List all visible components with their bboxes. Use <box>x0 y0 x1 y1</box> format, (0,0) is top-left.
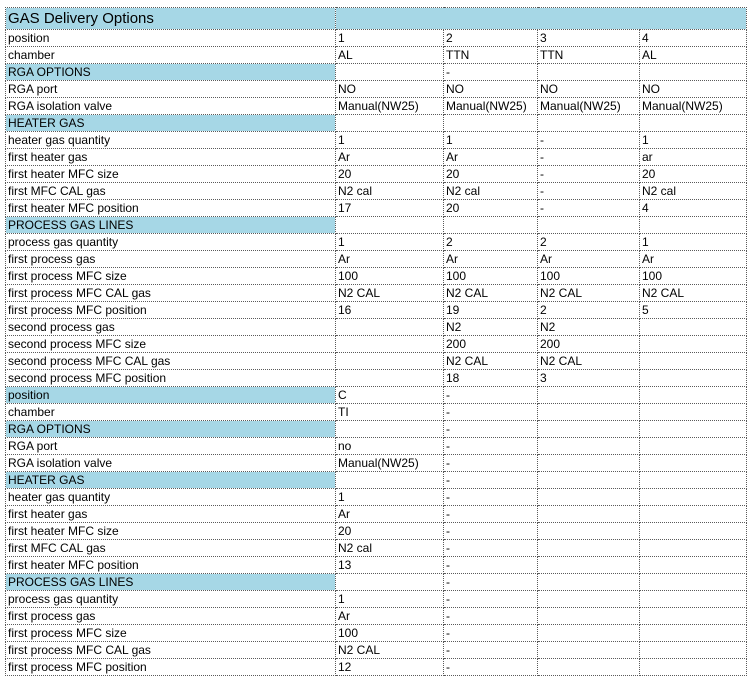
section-row <box>6 472 747 489</box>
row-label-cell[interactable]: first heater MFC position <box>6 557 336 574</box>
value-cell[interactable] <box>640 370 747 387</box>
value-cell[interactable] <box>640 64 747 81</box>
section-header-cell[interactable]: RGA OPTIONS <box>6 421 336 438</box>
section-header-cell[interactable]: position <box>6 387 336 404</box>
value-cell[interactable]: N2 <box>444 319 538 336</box>
row-label-cell[interactable]: first process gas <box>6 251 336 268</box>
value-cell[interactable] <box>640 489 747 506</box>
row-label-cell[interactable]: first process MFC CAL gas <box>6 285 336 302</box>
row-label-cell[interactable]: chamber <box>6 404 336 421</box>
table-row <box>6 506 747 523</box>
value-cell[interactable]: - <box>444 540 538 557</box>
table-row <box>6 608 747 625</box>
value-cell[interactable] <box>538 404 640 421</box>
sheet-body <box>6 8 747 676</box>
value-cell[interactable]: Ar <box>336 149 444 166</box>
value-cell[interactable] <box>640 540 747 557</box>
value-cell[interactable]: - <box>444 642 538 659</box>
value-cell[interactable]: 1 <box>640 234 747 251</box>
row-label-cell[interactable]: first process gas <box>6 608 336 625</box>
value-cell[interactable]: Ar <box>538 251 640 268</box>
section-row <box>6 64 747 81</box>
row-label-cell[interactable]: heater gas quantity <box>6 489 336 506</box>
value-cell[interactable] <box>640 608 747 625</box>
table-row <box>6 336 747 353</box>
table-row <box>6 200 747 217</box>
value-cell[interactable]: - <box>538 132 640 149</box>
value-cell[interactable]: N2 cal <box>336 183 444 200</box>
value-cell[interactable] <box>538 217 640 234</box>
table-row <box>6 302 747 319</box>
value-cell[interactable]: - <box>444 659 538 676</box>
value-cell[interactable]: TTN <box>444 47 538 64</box>
value-cell[interactable] <box>538 557 640 574</box>
value-cell[interactable]: - <box>444 625 538 642</box>
value-cell[interactable]: 20 <box>336 166 444 183</box>
value-cell[interactable]: 12 <box>336 659 444 676</box>
value-cell[interactable]: N2 CAL <box>336 285 444 302</box>
table-row <box>6 98 747 115</box>
value-cell[interactable]: - <box>444 438 538 455</box>
row-label-cell[interactable]: second process gas <box>6 319 336 336</box>
value-cell[interactable]: 100 <box>336 268 444 285</box>
row-label-cell[interactable]: RGA port <box>6 81 336 98</box>
value-cell[interactable]: Ar <box>336 608 444 625</box>
row-label-cell[interactable]: first MFC CAL gas <box>6 183 336 200</box>
value-cell[interactable]: 2 <box>444 234 538 251</box>
section-row <box>6 217 747 234</box>
table-row <box>6 455 747 472</box>
section-header-cell[interactable]: HEATER GAS <box>6 472 336 489</box>
table-row <box>6 404 747 421</box>
row-label-cell[interactable]: position <box>6 30 336 47</box>
value-cell[interactable]: 2 <box>444 30 538 47</box>
value-cell[interactable]: - <box>444 557 538 574</box>
value-cell[interactable]: - <box>444 387 538 404</box>
value-cell[interactable] <box>444 217 538 234</box>
section-row <box>6 387 747 404</box>
row-label-cell[interactable]: first MFC CAL gas <box>6 540 336 557</box>
value-cell[interactable] <box>640 557 747 574</box>
value-cell[interactable]: - <box>538 183 640 200</box>
value-cell[interactable]: Manual(NW25) <box>640 98 747 115</box>
value-cell[interactable] <box>336 217 444 234</box>
row-label-cell[interactable]: first process MFC position <box>6 302 336 319</box>
table-row <box>6 540 747 557</box>
value-cell[interactable]: 200 <box>538 336 640 353</box>
value-cell[interactable] <box>336 115 444 132</box>
value-cell[interactable]: NO <box>444 81 538 98</box>
table-row <box>6 81 747 98</box>
value-cell[interactable] <box>640 472 747 489</box>
value-cell[interactable]: 13 <box>336 557 444 574</box>
value-cell[interactable] <box>444 115 538 132</box>
section-header-cell[interactable]: RGA OPTIONS <box>6 64 336 81</box>
row-label-cell[interactable]: first process MFC size <box>6 268 336 285</box>
value-cell[interactable] <box>538 438 640 455</box>
value-cell[interactable]: 4 <box>640 30 747 47</box>
value-cell[interactable] <box>336 64 444 81</box>
value-cell[interactable]: N2 CAL <box>444 285 538 302</box>
value-cell[interactable]: 1 <box>336 132 444 149</box>
value-cell[interactable] <box>538 64 640 81</box>
value-cell[interactable]: - <box>538 149 640 166</box>
value-cell[interactable]: - <box>444 489 538 506</box>
value-cell[interactable] <box>538 115 640 132</box>
value-cell[interactable] <box>538 608 640 625</box>
value-cell[interactable]: 200 <box>444 336 538 353</box>
gas-options-sheet <box>5 7 747 676</box>
value-cell[interactable] <box>336 421 444 438</box>
value-cell[interactable]: 1 <box>336 234 444 251</box>
value-cell[interactable]: - <box>444 455 538 472</box>
value-cell[interactable]: 20 <box>444 166 538 183</box>
value-cell[interactable] <box>336 319 444 336</box>
table-row <box>6 659 747 676</box>
table-row <box>6 523 747 540</box>
value-cell[interactable] <box>640 506 747 523</box>
table-row <box>6 591 747 608</box>
value-cell[interactable]: - <box>444 421 538 438</box>
table-row <box>6 132 747 149</box>
value-cell[interactable] <box>640 115 747 132</box>
value-cell[interactable]: 19 <box>444 302 538 319</box>
value-cell[interactable] <box>640 421 747 438</box>
value-cell[interactable]: Ar <box>640 251 747 268</box>
value-cell[interactable] <box>640 319 747 336</box>
value-cell[interactable]: Manual(NW25) <box>336 455 444 472</box>
row-label-cell[interactable]: RGA isolation valve <box>6 455 336 472</box>
value-cell[interactable]: NO <box>336 81 444 98</box>
value-cell[interactable]: 1 <box>640 132 747 149</box>
value-cell[interactable]: 1 <box>336 489 444 506</box>
value-cell[interactable]: Ar <box>444 149 538 166</box>
value-cell[interactable]: ar <box>640 149 747 166</box>
section-header-cell[interactable]: PROCESS GAS LINES <box>6 217 336 234</box>
table-row <box>6 234 747 251</box>
title-row <box>6 8 747 30</box>
row-label-cell[interactable]: process gas quantity <box>6 234 336 251</box>
value-cell[interactable]: N2 cal <box>444 183 538 200</box>
value-cell[interactable] <box>640 591 747 608</box>
value-cell[interactable] <box>538 540 640 557</box>
table-row <box>6 285 747 302</box>
value-cell[interactable]: 20 <box>640 166 747 183</box>
value-cell[interactable]: Ar <box>444 251 538 268</box>
value-cell[interactable] <box>640 523 747 540</box>
row-label-cell[interactable]: first heater gas <box>6 149 336 166</box>
value-cell[interactable]: N2 cal <box>640 183 747 200</box>
value-cell[interactable]: 100 <box>538 268 640 285</box>
value-cell[interactable]: 18 <box>444 370 538 387</box>
table-row <box>6 489 747 506</box>
value-cell[interactable]: - <box>444 506 538 523</box>
sheet-title[interactable]: GAS Delivery Options <box>6 8 336 30</box>
row-label-cell[interactable]: second process MFC position <box>6 370 336 387</box>
value-cell[interactable] <box>640 336 747 353</box>
value-cell[interactable]: - <box>444 608 538 625</box>
table-row <box>6 642 747 659</box>
value-cell[interactable] <box>640 404 747 421</box>
value-cell[interactable]: Manual(NW25) <box>538 98 640 115</box>
value-cell[interactable] <box>640 574 747 591</box>
value-cell[interactable]: 20 <box>336 523 444 540</box>
value-cell[interactable] <box>538 472 640 489</box>
section-header-cell[interactable]: PROCESS GAS LINES <box>6 574 336 591</box>
title-fill-cell[interactable] <box>336 8 747 30</box>
value-cell[interactable] <box>640 455 747 472</box>
row-label-cell[interactable]: first heater MFC size <box>6 523 336 540</box>
value-cell[interactable] <box>640 625 747 642</box>
value-cell[interactable]: - <box>444 404 538 421</box>
value-cell[interactable] <box>538 506 640 523</box>
value-cell[interactable]: - <box>538 200 640 217</box>
value-cell[interactable] <box>336 336 444 353</box>
value-cell[interactable] <box>538 489 640 506</box>
row-label-cell[interactable]: first process MFC size <box>6 625 336 642</box>
value-cell[interactable]: 100 <box>336 625 444 642</box>
table-row <box>6 47 747 64</box>
value-cell[interactable]: 17 <box>336 200 444 217</box>
table-row <box>6 268 747 285</box>
value-cell[interactable]: Manual(NW25) <box>444 98 538 115</box>
row-label-cell[interactable]: first heater MFC size <box>6 166 336 183</box>
value-cell[interactable] <box>640 217 747 234</box>
value-cell[interactable]: NO <box>538 81 640 98</box>
value-cell[interactable]: 20 <box>444 200 538 217</box>
row-label-cell[interactable]: first process MFC CAL gas <box>6 642 336 659</box>
value-cell[interactable]: AL <box>640 47 747 64</box>
row-label-cell[interactable]: RGA port <box>6 438 336 455</box>
section-row <box>6 421 747 438</box>
value-cell[interactable] <box>640 387 747 404</box>
section-row <box>6 574 747 591</box>
value-cell[interactable]: C <box>336 387 444 404</box>
value-cell[interactable]: - <box>444 472 538 489</box>
value-cell[interactable]: Ar <box>336 506 444 523</box>
row-label-cell[interactable]: first heater gas <box>6 506 336 523</box>
value-cell[interactable]: no <box>336 438 444 455</box>
table-row <box>6 319 747 336</box>
value-cell[interactable]: N2 CAL <box>336 642 444 659</box>
row-label-cell[interactable]: process gas quantity <box>6 591 336 608</box>
row-label-cell[interactable]: chamber <box>6 47 336 64</box>
value-cell[interactable] <box>640 659 747 676</box>
value-cell[interactable]: 2 <box>538 302 640 319</box>
value-cell[interactable]: - <box>444 591 538 608</box>
value-cell[interactable] <box>538 625 640 642</box>
value-cell[interactable]: - <box>444 64 538 81</box>
value-cell[interactable]: 5 <box>640 302 747 319</box>
value-cell[interactable]: N2 CAL <box>538 285 640 302</box>
value-cell[interactable]: 100 <box>640 268 747 285</box>
value-cell[interactable]: 1 <box>336 30 444 47</box>
value-cell[interactable] <box>538 591 640 608</box>
row-label-cell[interactable]: second process MFC size <box>6 336 336 353</box>
value-cell[interactable] <box>538 421 640 438</box>
value-cell[interactable] <box>538 659 640 676</box>
table-row <box>6 30 747 47</box>
value-cell[interactable]: N2 CAL <box>538 353 640 370</box>
value-cell[interactable] <box>538 387 640 404</box>
value-cell[interactable]: 3 <box>538 370 640 387</box>
value-cell[interactable]: 4 <box>640 200 747 217</box>
value-cell[interactable]: TTN <box>538 47 640 64</box>
value-cell[interactable]: N2 <box>538 319 640 336</box>
table-row <box>6 183 747 200</box>
table-row <box>6 438 747 455</box>
value-cell[interactable]: - <box>538 166 640 183</box>
value-cell[interactable] <box>640 642 747 659</box>
value-cell[interactable]: NO <box>640 81 747 98</box>
value-cell[interactable]: 1 <box>336 591 444 608</box>
table-row <box>6 370 747 387</box>
row-label-cell[interactable]: RGA isolation valve <box>6 98 336 115</box>
value-cell[interactable] <box>538 574 640 591</box>
value-cell[interactable] <box>538 523 640 540</box>
value-cell[interactable] <box>336 353 444 370</box>
value-cell[interactable]: - <box>444 523 538 540</box>
value-cell[interactable] <box>538 642 640 659</box>
value-cell[interactable]: TI <box>336 404 444 421</box>
row-label-cell[interactable]: first process MFC position <box>6 659 336 676</box>
value-cell[interactable]: Ar <box>336 251 444 268</box>
value-cell[interactable]: 16 <box>336 302 444 319</box>
value-cell[interactable]: 2 <box>538 234 640 251</box>
table-row <box>6 166 747 183</box>
row-label-cell[interactable]: first heater MFC position <box>6 200 336 217</box>
value-cell[interactable] <box>336 472 444 489</box>
value-cell[interactable] <box>640 438 747 455</box>
value-cell[interactable] <box>336 574 444 591</box>
table-row <box>6 557 747 574</box>
value-cell[interactable]: 1 <box>444 132 538 149</box>
value-cell[interactable]: N2 CAL <box>640 285 747 302</box>
value-cell[interactable] <box>336 370 444 387</box>
row-label-cell[interactable]: second process MFC CAL gas <box>6 353 336 370</box>
value-cell[interactable]: N2 CAL <box>444 353 538 370</box>
value-cell[interactable]: 3 <box>538 30 640 47</box>
value-cell[interactable]: Manual(NW25) <box>336 98 444 115</box>
value-cell[interactable]: N2 cal <box>336 540 444 557</box>
value-cell[interactable]: AL <box>336 47 444 64</box>
section-header-cell[interactable]: HEATER GAS <box>6 115 336 132</box>
table-row <box>6 251 747 268</box>
table-row <box>6 353 747 370</box>
value-cell[interactable]: 100 <box>444 268 538 285</box>
table-row <box>6 625 747 642</box>
value-cell[interactable] <box>640 353 747 370</box>
section-row <box>6 115 747 132</box>
row-label-cell[interactable]: heater gas quantity <box>6 132 336 149</box>
value-cell[interactable] <box>538 455 640 472</box>
table-row <box>6 149 747 166</box>
value-cell[interactable]: - <box>444 574 538 591</box>
